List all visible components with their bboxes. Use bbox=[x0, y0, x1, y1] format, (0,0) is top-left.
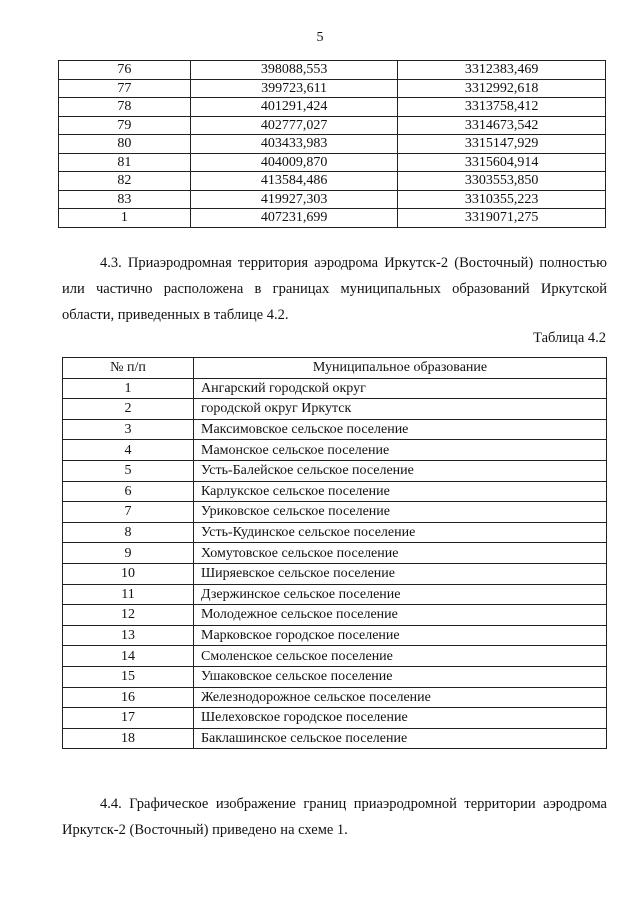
table-row bbox=[63, 378, 607, 399]
table-row bbox=[63, 399, 607, 420]
x-coordinate-cell: 419927,303 bbox=[190, 190, 398, 209]
municipality-name-cell: Мамонское сельское поселение bbox=[194, 440, 607, 461]
x-coordinate-cell: 403433,983 bbox=[190, 135, 398, 154]
table-row bbox=[59, 190, 606, 209]
municipality-name-cell: городской округ Иркутск bbox=[194, 399, 607, 420]
x-coordinate-cell: 401291,424 bbox=[190, 98, 398, 117]
point-number-cell: 81 bbox=[59, 153, 191, 172]
x-coordinate-cell: 413584,486 bbox=[190, 172, 398, 191]
row-number-cell: 6 bbox=[63, 481, 194, 502]
point-number-cell: 1 bbox=[59, 209, 191, 228]
municipality-name-cell: Усть-Балейское сельское поселение bbox=[194, 460, 607, 481]
y-coordinate-cell: 3303553,850 bbox=[398, 172, 606, 191]
municipality-name-cell: Дзержинское сельское поселение bbox=[194, 584, 607, 605]
table-row bbox=[59, 61, 606, 80]
point-number-cell: 77 bbox=[59, 79, 191, 98]
row-number-cell: 16 bbox=[63, 687, 194, 708]
municipality-name-cell: Карлукское сельское поселение bbox=[194, 481, 607, 502]
row-number-cell: 18 bbox=[63, 728, 194, 749]
point-number-cell: 78 bbox=[59, 98, 191, 117]
page-number: 5 bbox=[316, 30, 324, 45]
table-row bbox=[59, 79, 606, 98]
point-number-cell: 79 bbox=[59, 116, 191, 135]
table-row bbox=[59, 116, 606, 135]
table-row bbox=[59, 153, 606, 172]
x-coordinate-cell: 399723,611 bbox=[190, 79, 398, 98]
table-row bbox=[63, 708, 607, 729]
table-row bbox=[63, 563, 607, 584]
row-number-cell: 7 bbox=[63, 502, 194, 523]
table-caption: Таблица 4.2 bbox=[533, 330, 606, 346]
row-number-cell: 13 bbox=[63, 625, 194, 646]
paragraph-4-4: 4.4. Графическое изображение границ приаэродромной территории аэродрома Иркутск-2 (Восточный) приведено на схеме 1. bbox=[62, 796, 607, 838]
row-number-cell: 15 bbox=[63, 666, 194, 687]
table-row bbox=[63, 584, 607, 605]
y-coordinate-cell: 3312992,618 bbox=[398, 79, 606, 98]
municipality-name-cell: Железнодорожное сельское поселение bbox=[194, 687, 607, 708]
row-number-cell: 9 bbox=[63, 543, 194, 564]
municipality-name-cell: Ушаковское сельское поселение bbox=[194, 666, 607, 687]
table-row bbox=[63, 543, 607, 564]
municipality-name-cell: Молодежное сельское поселение bbox=[194, 605, 607, 626]
table-row bbox=[63, 687, 607, 708]
y-coordinate-cell: 3313758,412 bbox=[398, 98, 606, 117]
table-row bbox=[63, 522, 607, 543]
row-number-cell: 11 bbox=[63, 584, 194, 605]
row-number-cell: 10 bbox=[63, 563, 194, 584]
x-coordinate-cell: 402777,027 bbox=[190, 116, 398, 135]
point-number-cell: 82 bbox=[59, 172, 191, 191]
y-coordinate-cell: 3319071,275 bbox=[398, 209, 606, 228]
municipality-name-cell: Баклашинское сельское поселение bbox=[194, 728, 607, 749]
municipality-name-cell: Ширяевское сельское поселение bbox=[194, 563, 607, 584]
y-coordinate-cell: 3312383,469 bbox=[398, 61, 606, 80]
table-row bbox=[63, 605, 607, 626]
table-row bbox=[59, 98, 606, 117]
coordinates-table bbox=[58, 60, 606, 228]
paragraph-4-3: 4.3. Приаэродромная территория аэродрома Иркутск-2 (Восточный) полностью или частично расположена в границах муниципальных образований Иркутской области, приведенных в таблице 4.2. bbox=[62, 255, 607, 323]
x-coordinate-cell: 404009,870 bbox=[190, 153, 398, 172]
table-row bbox=[63, 419, 607, 440]
row-number-cell: 14 bbox=[63, 646, 194, 667]
header-municipality: Муниципальное образование bbox=[194, 358, 607, 379]
table-row bbox=[63, 728, 607, 749]
row-number-cell: 1 bbox=[63, 378, 194, 399]
table-row bbox=[63, 481, 607, 502]
x-coordinate-cell: 407231,699 bbox=[190, 209, 398, 228]
y-coordinate-cell: 3314673,542 bbox=[398, 116, 606, 135]
table-row bbox=[63, 625, 607, 646]
municipality-name-cell: Ангарский городской округ bbox=[194, 378, 607, 399]
municipality-name-cell: Смоленское сельское поселение bbox=[194, 646, 607, 667]
y-coordinate-cell: 3315604,914 bbox=[398, 153, 606, 172]
table-row bbox=[59, 172, 606, 191]
y-coordinate-cell: 3310355,223 bbox=[398, 190, 606, 209]
point-number-cell: 80 bbox=[59, 135, 191, 154]
table-row bbox=[63, 646, 607, 667]
row-number-cell: 3 bbox=[63, 419, 194, 440]
table-row bbox=[59, 209, 606, 228]
point-number-cell: 76 bbox=[59, 61, 191, 80]
table-row bbox=[63, 666, 607, 687]
row-number-cell: 8 bbox=[63, 522, 194, 543]
row-number-cell: 12 bbox=[63, 605, 194, 626]
municipality-name-cell: Марковское городское поселение bbox=[194, 625, 607, 646]
municipality-name-cell: Усть-Кудинское сельское поселение bbox=[194, 522, 607, 543]
table-row bbox=[59, 135, 606, 154]
table-header-row bbox=[63, 358, 607, 379]
point-number-cell: 83 bbox=[59, 190, 191, 209]
y-coordinate-cell: 3315147,929 bbox=[398, 135, 606, 154]
row-number-cell: 5 bbox=[63, 460, 194, 481]
table-row bbox=[63, 440, 607, 461]
x-coordinate-cell: 398088,553 bbox=[190, 61, 398, 80]
table-row bbox=[63, 502, 607, 523]
municipalities-table bbox=[62, 357, 607, 749]
row-number-cell: 4 bbox=[63, 440, 194, 461]
header-number: № п/п bbox=[63, 358, 194, 379]
table-row bbox=[63, 460, 607, 481]
municipality-name-cell: Шелеховское городское поселение bbox=[194, 708, 607, 729]
municipality-name-cell: Уриковское сельское поселение bbox=[194, 502, 607, 523]
municipality-name-cell: Максимовское сельское поселение bbox=[194, 419, 607, 440]
municipality-name-cell: Хомутовское сельское поселение bbox=[194, 543, 607, 564]
row-number-cell: 17 bbox=[63, 708, 194, 729]
row-number-cell: 2 bbox=[63, 399, 194, 420]
